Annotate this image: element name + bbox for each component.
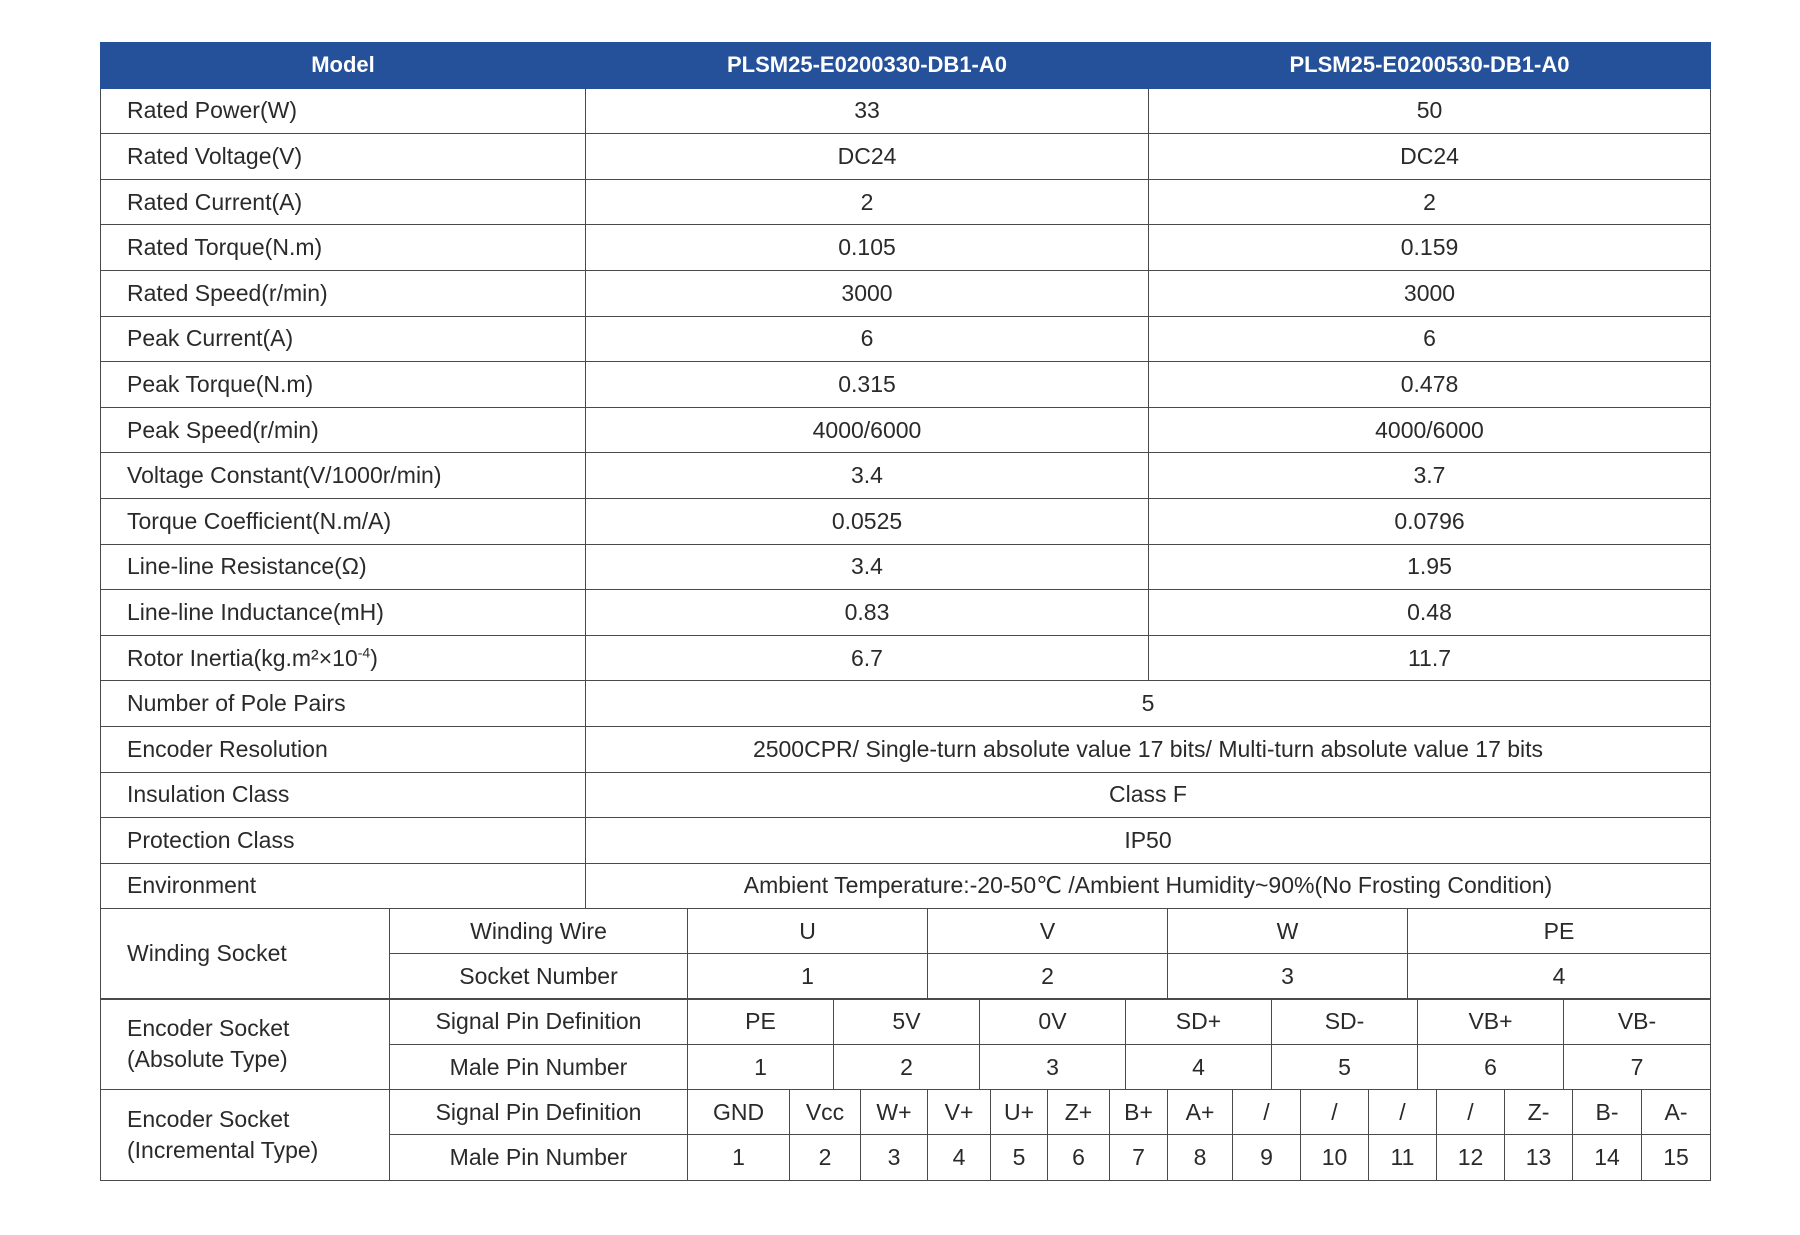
inc-signal-cell: B-: [1573, 1089, 1642, 1135]
row-label: Number of Pole Pairs: [101, 681, 586, 727]
inc-signal-cell: B+: [1110, 1089, 1168, 1135]
winding-cell: U: [688, 908, 928, 954]
value-a: 0.105: [586, 225, 1149, 271]
merged-value: Ambient Temperature:-20-50℃ /Ambient Humidity~90%(No Frosting Condition): [586, 863, 1711, 909]
spec-row: [101, 498, 1711, 544]
value-b: 0.0796: [1149, 498, 1711, 544]
value-a: 3.4: [586, 544, 1149, 590]
spec-row: [101, 544, 1711, 590]
value-a: 0.83: [586, 590, 1149, 636]
merged-value: 5: [586, 681, 1711, 727]
inc-signal-cell: /: [1301, 1089, 1369, 1135]
abs-signal-label: Signal Pin Definition: [390, 999, 688, 1045]
winding-socket-label: Winding Socket: [101, 908, 390, 999]
inc-signal-cell: /: [1369, 1089, 1437, 1135]
spec-row: [101, 407, 1711, 453]
value-b: 1.95: [1149, 544, 1711, 590]
row-label: Encoder Resolution: [101, 726, 586, 772]
inc-signal-label: Signal Pin Definition: [390, 1089, 688, 1135]
value-b: 50: [1149, 88, 1711, 134]
inc-pin-cell: 13: [1505, 1135, 1573, 1181]
header-row: [101, 43, 1711, 89]
spec-merged-row: [101, 726, 1711, 772]
row-label: Peak Current(A): [101, 316, 586, 362]
value-b: 0.48: [1149, 590, 1711, 636]
inc-pin-cell: 1: [688, 1135, 790, 1181]
model-header: Model: [101, 43, 586, 89]
value-a: 0.0525: [586, 498, 1149, 544]
spec-row: [101, 453, 1711, 499]
spec-sheet: [100, 42, 1710, 1181]
encoder-absolute-table: [100, 998, 1711, 1090]
value-a: 2: [586, 179, 1149, 225]
inc-pin-cell: 9: [1233, 1135, 1301, 1181]
inc-signal-cell: GND: [688, 1089, 790, 1135]
abs-pin-label: Male Pin Number: [390, 1044, 688, 1090]
value-a: 6: [586, 316, 1149, 362]
inc-pin-cell: 11: [1369, 1135, 1437, 1181]
abs-pin-cell: 2: [834, 1044, 980, 1090]
row-label: Rated Power(W): [101, 88, 586, 134]
inc-pin-cell: 4: [928, 1135, 991, 1181]
spec-merged-row: [101, 818, 1711, 864]
spec-row: [101, 179, 1711, 225]
abs-signal-cell: SD-: [1272, 999, 1418, 1045]
row-label: Peak Speed(r/min): [101, 407, 586, 453]
inc-signal-cell: /: [1437, 1089, 1505, 1135]
spec-row: [101, 88, 1711, 134]
inc-pin-cell: 14: [1573, 1135, 1642, 1181]
winding-wire-label: Winding Wire: [390, 908, 688, 954]
value-a: 6.7: [586, 635, 1149, 681]
socket-number-cell: 1: [688, 954, 928, 1000]
abs-pin-cell: 5: [1272, 1044, 1418, 1090]
winding-cell: PE: [1408, 908, 1711, 954]
socket-number-cell: 2: [928, 954, 1168, 1000]
encoder-incremental-table: [100, 1089, 1711, 1181]
value-b: 11.7: [1149, 635, 1711, 681]
row-label: Protection Class: [101, 818, 586, 864]
value-a: 0.315: [586, 362, 1149, 408]
merged-value: Class F: [586, 772, 1711, 818]
abs-pin-cell: 3: [980, 1044, 1126, 1090]
value-a: 33: [586, 88, 1149, 134]
value-a: 3.4: [586, 453, 1149, 499]
abs-signal-cell: 5V: [834, 999, 980, 1045]
inc-signal-cell: /: [1233, 1089, 1301, 1135]
spec-row: [101, 134, 1711, 180]
inc-signal-cell: Z+: [1048, 1089, 1110, 1135]
abs-pin-cell: 7: [1564, 1044, 1711, 1090]
row-label: Insulation Class: [101, 772, 586, 818]
row-label: Line-line Inductance(mH): [101, 590, 586, 636]
abs-signal-cell: PE: [688, 999, 834, 1045]
row-label: Environment: [101, 863, 586, 909]
inc-signal-cell: Vcc: [790, 1089, 861, 1135]
spec-table: [100, 42, 1711, 909]
row-label: Voltage Constant(V/1000r/min): [101, 453, 586, 499]
value-b: 2: [1149, 179, 1711, 225]
spec-merged-row: [101, 863, 1711, 909]
value-b: 0.159: [1149, 225, 1711, 271]
inc-signal-cell: W+: [861, 1089, 928, 1135]
merged-value: 2500CPR/ Single-turn absolute value 17 bits/ Multi-turn absolute value 17 bits: [586, 726, 1711, 772]
inc-pin-label: Male Pin Number: [390, 1135, 688, 1181]
inc-signal-row: [101, 1089, 1711, 1135]
spec-row: [101, 362, 1711, 408]
socket-number-cell: 4: [1408, 954, 1711, 1000]
value-a: DC24: [586, 134, 1149, 180]
row-label: Rated Speed(r/min): [101, 270, 586, 316]
spec-row: [101, 270, 1711, 316]
encoder-absolute-label: Encoder Socket (Absolute Type): [101, 999, 390, 1090]
inc-pin-cell: 2: [790, 1135, 861, 1181]
inc-pin-cell: 15: [1642, 1135, 1711, 1181]
model-a-header: PLSM25-E0200330-DB1-A0: [586, 43, 1149, 89]
row-label: Peak Torque(N.m): [101, 362, 586, 408]
inc-pin-cell: 6: [1048, 1135, 1110, 1181]
inc-signal-cell: V+: [928, 1089, 991, 1135]
value-b: DC24: [1149, 134, 1711, 180]
inc-signal-cell: Z-: [1505, 1089, 1573, 1135]
spec-merged-row: [101, 772, 1711, 818]
inertia-row: [101, 635, 1711, 681]
spec-row: [101, 316, 1711, 362]
winding-socket-table: [100, 908, 1711, 1000]
row-label: Rotor $Inertia(kg.m^2\times 10^{-4})$: [101, 635, 586, 681]
socket-number-label: Socket Number: [390, 954, 688, 1000]
value-b: 4000/6000: [1149, 407, 1711, 453]
inc-signal-cell: A+: [1168, 1089, 1233, 1135]
value-b: 3.7: [1149, 453, 1711, 499]
inc-signal-cell: A-: [1642, 1089, 1711, 1135]
model-b-header: PLSM25-E0200530-DB1-A0: [1149, 43, 1711, 89]
inc-pin-cell: 12: [1437, 1135, 1505, 1181]
winding-wire-row: [101, 908, 1711, 954]
abs-signal-row: [101, 999, 1711, 1045]
value-a: 3000: [586, 270, 1149, 316]
row-label: Line-line Resistance(Ω): [101, 544, 586, 590]
abs-signal-cell: 0V: [980, 999, 1126, 1045]
spec-row: [101, 590, 1711, 636]
encoder-incremental-label: Encoder Socket (Incremental Type): [101, 1089, 390, 1180]
winding-cell: W: [1168, 908, 1408, 954]
inc-pin-cell: 7: [1110, 1135, 1168, 1181]
inc-pin-cell: 5: [991, 1135, 1048, 1181]
inc-signal-cell: U+: [991, 1089, 1048, 1135]
row-label: Rated Torque(N.m): [101, 225, 586, 271]
inc-pin-cell: 8: [1168, 1135, 1233, 1181]
inc-pin-cell: 10: [1301, 1135, 1369, 1181]
abs-pin-cell: 1: [688, 1044, 834, 1090]
abs-pin-cell: 4: [1126, 1044, 1272, 1090]
inc-pin-cell: 3: [861, 1135, 928, 1181]
value-a: 4000/6000: [586, 407, 1149, 453]
row-label: Torque Coefficient(N.m/A): [101, 498, 586, 544]
row-label: Rated Current(A): [101, 179, 586, 225]
socket-number-cell: 3: [1168, 954, 1408, 1000]
spec-row: [101, 225, 1711, 271]
value-b: 3000: [1149, 270, 1711, 316]
abs-signal-cell: SD+: [1126, 999, 1272, 1045]
winding-cell: V: [928, 908, 1168, 954]
abs-signal-cell: VB+: [1418, 999, 1564, 1045]
abs-signal-cell: VB-: [1564, 999, 1711, 1045]
abs-pin-cell: 6: [1418, 1044, 1564, 1090]
value-b: 6: [1149, 316, 1711, 362]
value-b: 0.478: [1149, 362, 1711, 408]
spec-merged-row: [101, 681, 1711, 727]
merged-value: IP50: [586, 818, 1711, 864]
row-label: Rated Voltage(V): [101, 134, 586, 180]
